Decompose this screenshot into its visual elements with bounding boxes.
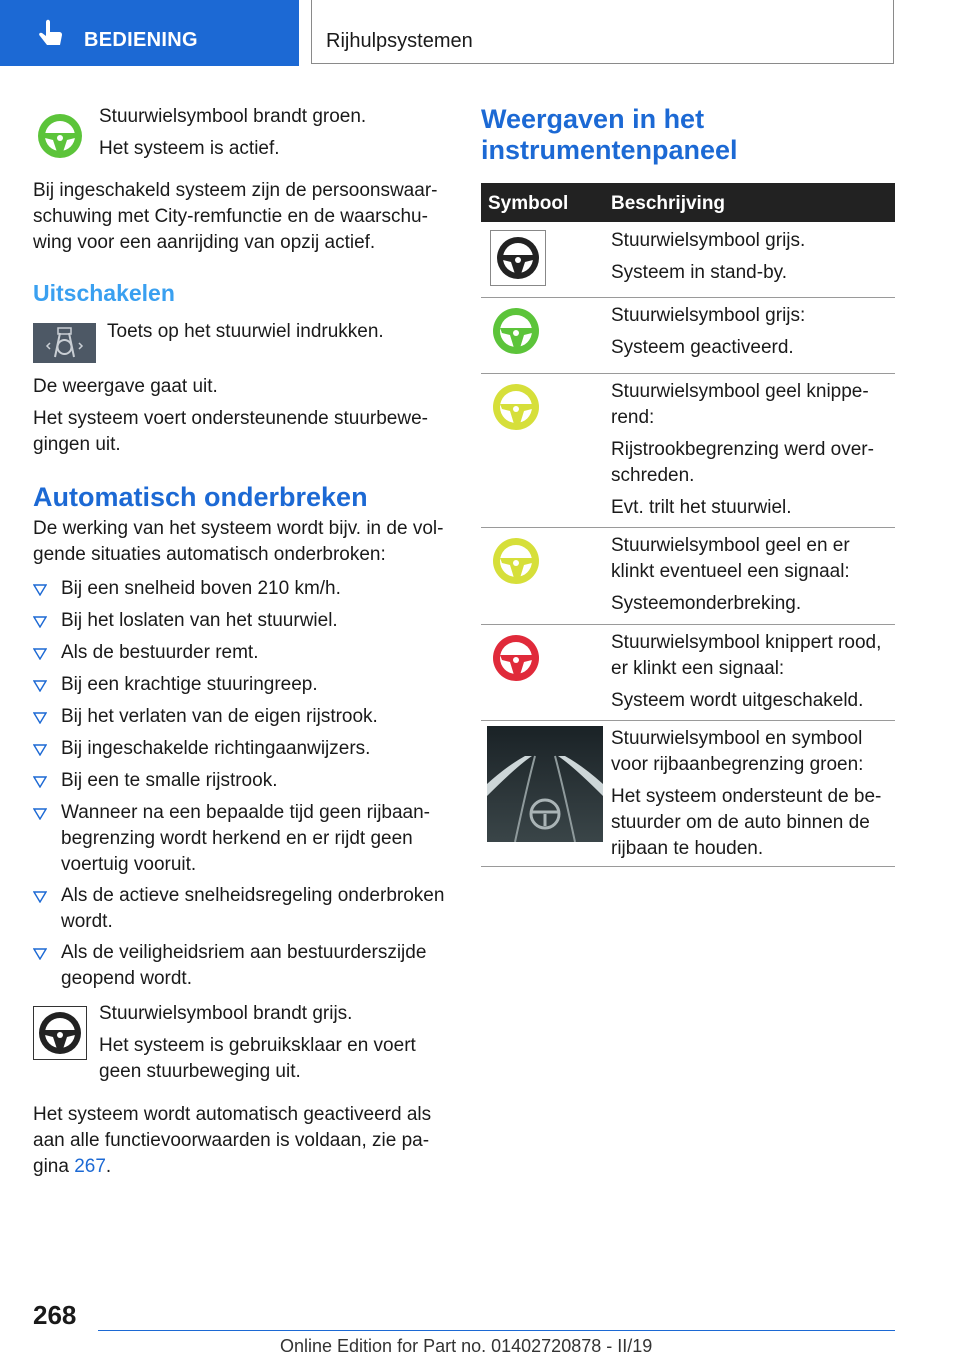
row-description-paragraph: Stuurwielsymbool en symbool voor rijbaanbegrenzing groen: (611, 728, 864, 775)
steering-wheel-grey-boxed-icon (33, 1006, 87, 1060)
row-description-paragraph: Systeem wordt uitgeschakeld. (611, 690, 864, 711)
page-number: 268 (33, 1300, 77, 1330)
green-icon-text-1: Stuurwielsymbool brandt groen. (99, 106, 367, 127)
section-label: BEDIENING (84, 29, 198, 51)
paragraph-4-line-2: gende situaties automatisch onderbroken: (33, 544, 386, 565)
bullet-text: Als de veiligheidsriem aan bestuurderszijde (61, 942, 427, 963)
table-header (481, 183, 895, 222)
bullet-text: Als de actieve snelheidsregeling onderbroken (61, 885, 445, 906)
bullet-triangle-icon (33, 776, 47, 788)
row-description (611, 303, 896, 367)
bullet-triangle-icon (33, 648, 47, 660)
paragraph-5-line-1: Het systeem wordt automatisch geactiveerd als (33, 1104, 432, 1125)
grey-icon-text-3: geen stuurbeweging uit. (99, 1061, 301, 1082)
bullet-text: begrenzing wordt herkend en er rijdt geen (61, 828, 413, 849)
bullet-text: Als de bestuurder remt. (61, 642, 259, 663)
display-heading-line-1: Weergaven in het (481, 104, 705, 134)
display-heading-line-2: instrumentenpaneel (481, 135, 738, 165)
bullet-triangle-icon (33, 680, 47, 692)
grey-icon-text-2: Het systeem is gebruiksklaar en voert (99, 1035, 416, 1056)
row-description-paragraph: Systeemonderbreking. (611, 593, 802, 614)
row-description-paragraph: Rijstrookbegrenzing werd over- schreden. (611, 439, 874, 486)
hand-pointer-icon (34, 18, 68, 52)
paragraph-5-suffix: . (105, 1156, 112, 1177)
bullet-triangle-icon (33, 744, 47, 756)
row-description-paragraph: Stuurwielsymbool grijs. (611, 230, 806, 251)
row-description (611, 379, 896, 527)
bullet-triangle-icon (33, 712, 47, 724)
chapter-label: Rijhulpsystemen (326, 30, 473, 52)
row-divider (481, 624, 895, 625)
bullet-text: Wanneer na een bepaalde tijd geen rijbaan- (61, 802, 431, 823)
row-description (611, 726, 896, 868)
bullet-text: voertuig vooruit. (61, 854, 197, 875)
row-description-paragraph: Stuurwielsymbool geel knippe- rend: (611, 381, 869, 428)
bullet-text: geopend wordt. (61, 968, 192, 989)
paragraph-5-line-2: aan alle functievoorwaarden is voldaan, zie pa- (33, 1130, 430, 1151)
bullet-text: Bij het verlaten van de eigen rijstrook. (61, 706, 378, 727)
bullet-text: Bij een snelheid boven 210 km/h. (61, 578, 341, 599)
bullet-text: Bij ingeschakelde richtingaanwijzers. (61, 738, 371, 759)
row-divider (481, 527, 895, 528)
bullet-text: Bij een krachtige stuuringreep. (61, 674, 318, 695)
row-divider (481, 297, 895, 298)
col-description-header: Beschrijving (611, 193, 726, 214)
col-symbol-header: Symbool (488, 193, 569, 214)
paragraph-3-line-2: gingen uit. (33, 434, 121, 455)
paragraph-2: De weergave gaat uit. (33, 376, 218, 397)
paragraph-5-prefix: gina (33, 1156, 69, 1177)
steering-wheel-grey-boxed-icon (490, 230, 546, 291)
paragraph-1-line-2: schuwing met City-remfunctie en de waarschu- (33, 206, 428, 227)
uitschakelen-heading: Uitschakelen (33, 280, 175, 306)
bullet-triangle-icon (33, 616, 47, 628)
steering-wheel-green-icon (35, 111, 85, 161)
bullet-text: Bij het loslaten van het stuurwiel. (61, 610, 338, 631)
footer-edition: Online Edition for Part no. 01402720878 - II/19 (280, 1336, 653, 1356)
row-divider (481, 373, 895, 374)
green-icon-text-2: Het systeem is actief. (99, 138, 280, 159)
lane-display-image (487, 726, 603, 847)
paragraph-3-line-1: Het systeem voert ondersteunende stuurbewe- (33, 408, 428, 429)
row-description-paragraph: Systeem geactiveerd. (611, 337, 794, 358)
footer-divider (98, 1330, 895, 1331)
paragraph-4-line-1: De werking van het systeem wordt bijv. in de vol- (33, 518, 444, 539)
steering-wheel-green-icon (490, 305, 542, 362)
bullet-text: Bij een te smalle rijstrook. (61, 770, 278, 791)
row-description (611, 630, 896, 720)
row-description-paragraph: Systeem in stand-by. (611, 262, 788, 283)
row-description-paragraph: Stuurwielsymbool knippert rood, er klinkt een signaal: (611, 632, 882, 679)
steering-wheel-yellow-icon (490, 535, 542, 592)
row-description (611, 533, 896, 623)
grey-icon-text-1: Stuurwielsymbool brandt grijs. (99, 1003, 353, 1024)
bullet-triangle-icon (33, 948, 47, 960)
paragraph-1-line-1: Bij ingeschakeld systeem zijn de persoonswaar- (33, 180, 438, 201)
lane-assist-button-icon (33, 323, 96, 363)
steering-wheel-yellow-icon (490, 381, 542, 438)
bullet-triangle-icon (33, 808, 47, 820)
row-divider (481, 720, 895, 721)
paragraph-5-line-3 (33, 1154, 111, 1180)
button-instruction: Toets op het stuurwiel indrukken. (107, 321, 384, 342)
row-description-paragraph: Stuurwielsymbool grijs: (611, 305, 806, 326)
section-tab[interactable] (0, 0, 299, 66)
row-description-paragraph: Het systeem ondersteunt de be- stuurder om de auto binnen de rijbaan te houden. (611, 786, 882, 859)
bullet-triangle-icon (33, 891, 47, 903)
paragraph-1-line-3: wing voor een aanrijding van opzij actief. (33, 232, 376, 253)
bullet-text: wordt. (61, 911, 113, 932)
steering-wheel-red-icon (490, 632, 542, 689)
bullet-triangle-icon (33, 584, 47, 596)
row-divider (481, 866, 895, 867)
chapter-header (311, 0, 894, 64)
row-description-paragraph: Evt. trilt het stuurwiel. (611, 497, 792, 518)
auto-heading: Automatisch onderbreken (33, 482, 368, 512)
page-link[interactable]: 267 (74, 1156, 106, 1177)
row-description (611, 228, 896, 292)
row-description-paragraph: Stuurwielsymbool geel en er klinkt eventueel een signaal: (611, 535, 850, 582)
